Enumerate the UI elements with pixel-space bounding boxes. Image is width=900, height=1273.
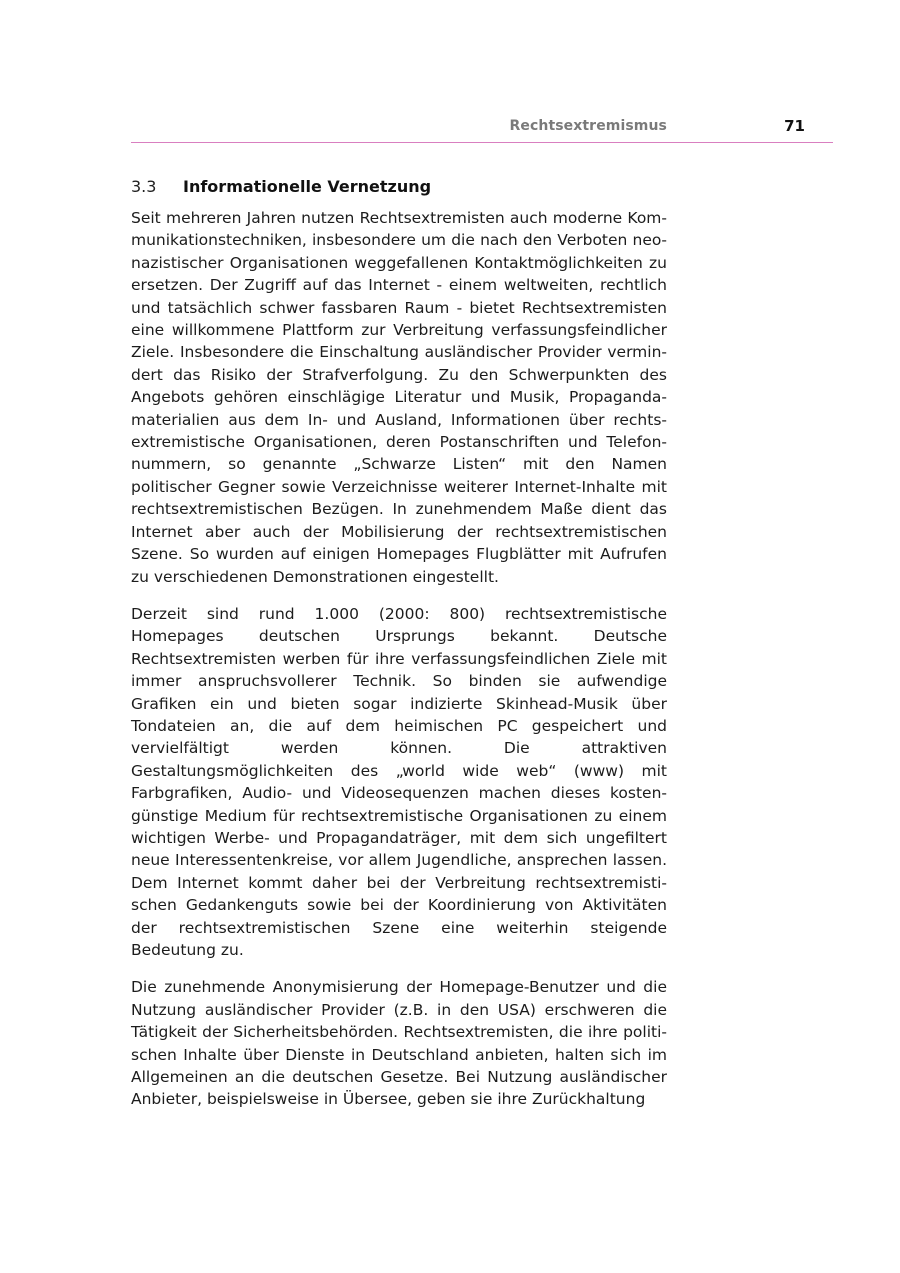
body-paragraph-1: Seit mehreren Jahren nutzen Rechtsextremisten auch moderne Kommunikationstechniken, insbesondere um die nach den Verboten neonazistischer Organisationen weggefallenen Kontaktmöglichkeiten zu ersetzen. Der Zugriff auf das Internet - einem weltweiten, rechtlich und tatsächlich schwer fassbaren Raum - bietet Rechtsextremisten eine willkommene Plattform zur Verbreitung verfassungsfeindlicher Ziele. Insbesondere die Einschaltung ausländischer Provider vermindert das Risiko der Strafverfolgung. Zu den Schwerpunkten des Angebots gehören einschlägige Literatur und Musik, Propagandamaterialien aus dem In- und Ausland, Informationen über rechtsextremistische Organisationen, deren Postanschriften und Telefonnummern, so genannte „Schwarze Listen“ mit den Namen politischer Gegner sowie Verzeichnisse weiterer Internet-Inhalte mit rechtsextremistischen Bezügen. In zunehmendem Maße dient das Internet aber auch der Mobilisierung der rechtsextremistischen Szene. So wurden auf einigen Homepages Flugblätter mit Aufrufen zu verschiedenen Demonstrationen eingestellt. xyxy=(131,209,667,586)
section-heading xyxy=(131,175,667,199)
section-title: Informationelle Vernetzung xyxy=(183,177,432,196)
main-content xyxy=(131,175,667,1111)
body-paragraph-2: Derzeit sind rund 1.000 (2000: 800) rechtsextremistische Homepages deutschen Ursprungs bekannt. Deutsche Rechtsextremisten werben für ihre verfassungsfeindlichen Ziele mit immer anspruchsvollerer Technik. So binden sie aufwendige Grafiken ein und bieten sogar indizierte Skinhead-Musik über Tondateien an, die auf dem heimischen PC gespeichert und vervielfältigt werden können. Die attraktiven Gestaltungsmöglichkeiten des „world wide web“ (www) mit Farbgrafiken, Audio- und Videosequenzen machen dieses kostengünstige Medium für rechtsextremistische Organisationen zu einem wichtigen Werbe- und Propagandaträger, mit dem sich ungefiltert neue Interessentenkreise, vor allem Jugendliche, ansprechen lassen. Dem Internet kommt daher bei der Verbreitung rechtsextremistischen Gedankenguts sowie bei der Koordinierung von Aktivitäten der rechtsextremistischen Szene eine weiterhin steigende Bedeutung zu. xyxy=(131,604,667,959)
page-number: 71 xyxy=(784,117,805,135)
running-title: Rechtsextremismus xyxy=(509,118,667,134)
body-paragraph-3: Die zunehmende Anonymisierung der Homepage-Benutzer und die Nutzung ausländischer Provider (z.B. in den USA) erschweren die Tätigkeit der Sicherheitsbehörden. Rechtsextremisten, die ihre politischen Inhalte über Dienste in Deutschland anbieten, halten sich im Allgemeinen an die deutschen Gesetze. Bei Nutzung ausländischer Anbieter, beispielsweise in Übersee, geben sie ihre Zurückhaltung xyxy=(131,978,667,1109)
running-header xyxy=(131,116,833,143)
section-number: 3.3 xyxy=(131,177,157,196)
